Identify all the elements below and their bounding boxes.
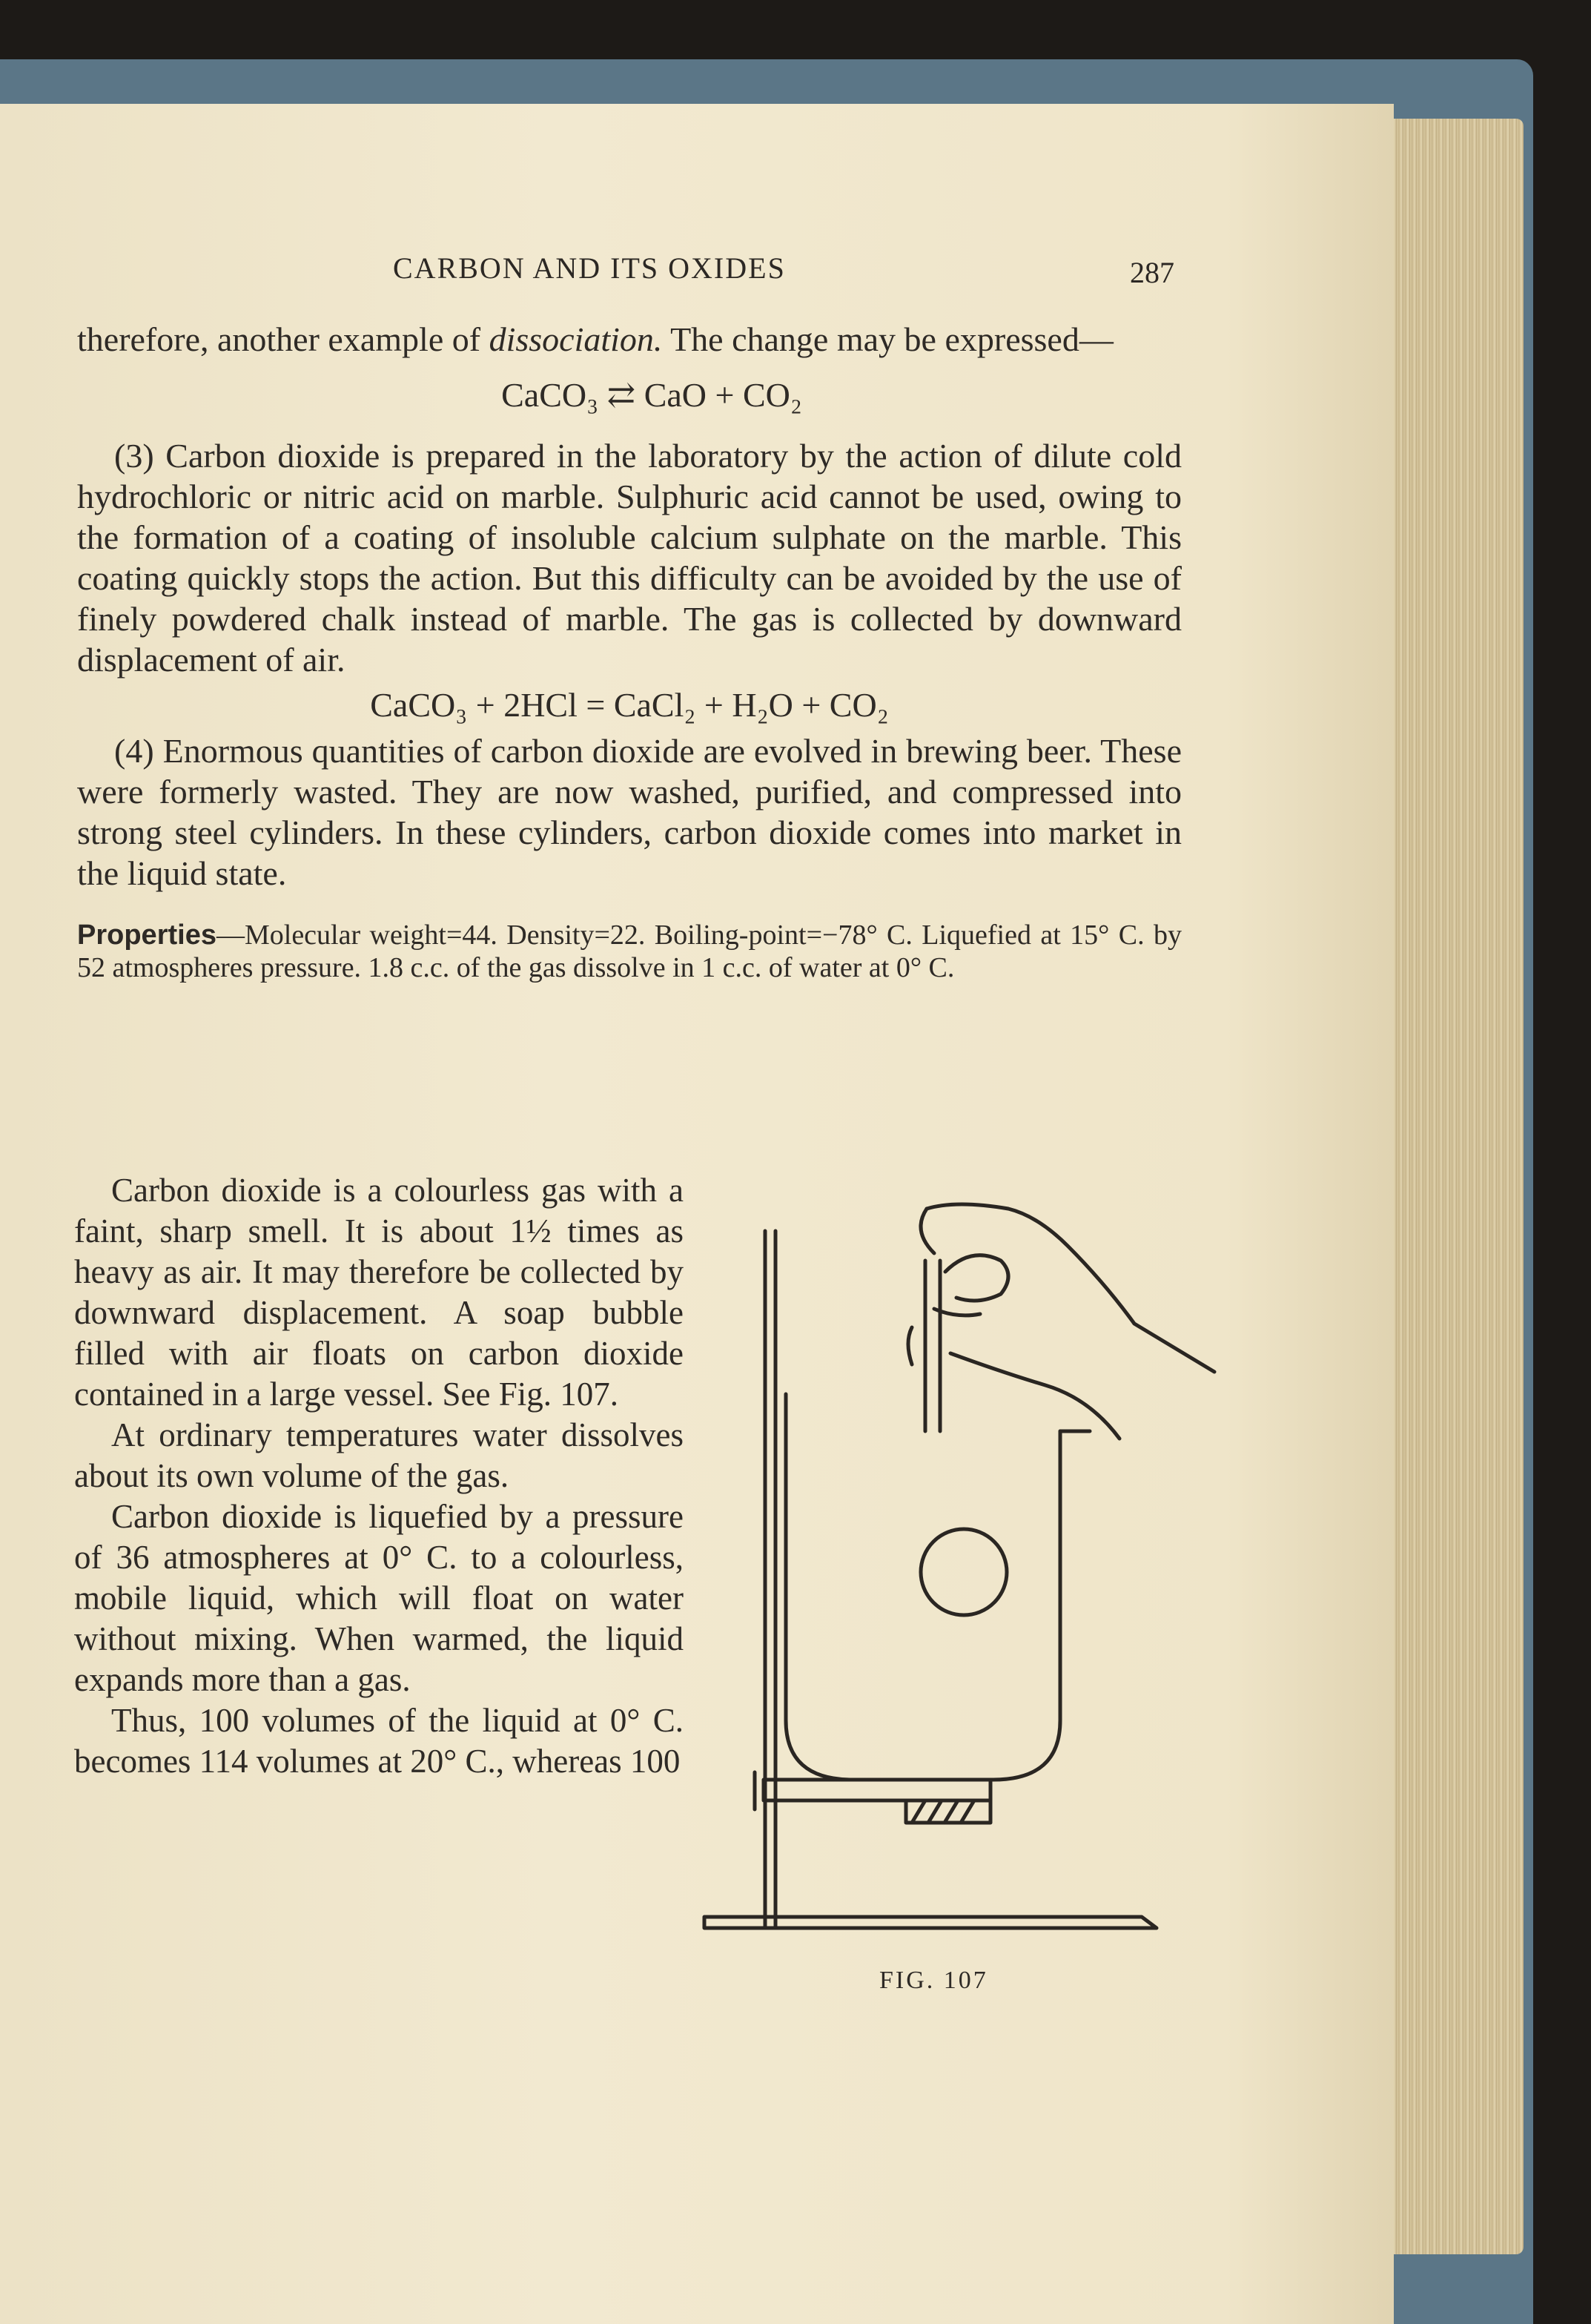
paragraph-3: (3) Carbon dioxide is prepared in the laboratory by the action of dilute cold hydrochloric or nitric acid on marble. Sulphuric acid cannot be used, owing to the formation of a coating of insoluble calcium sulphate on the marble. This coating quickly stops the action. But this difficulty can be avoided by the use of finely powdered chalk instead of marble. The gas is collected by downward displacement of air. <box>77 437 1182 679</box>
figure-107 <box>689 1186 1223 2002</box>
page-number: 287 <box>1130 256 1174 289</box>
lower-paragraph-1: Carbon dioxide is a colourless gas with a faint, sharp smell. It is about 1½ times as heavy as air. It may therefore be collected by downward displacement. A soap bubble filled with air floats on carbon dioxide contained in a large vessel. See Fig. 107. <box>74 1172 684 1413</box>
intro-emphasis: dissociation. <box>489 320 663 358</box>
intro-rest: The change may be expressed— <box>662 320 1114 358</box>
intro-text: therefore, another example of <box>77 320 489 358</box>
main-text <box>77 319 1182 984</box>
equation-dissociation: CaCO₃ ⇄ CaO + CO₂ <box>501 376 802 414</box>
properties-label: Properties <box>77 920 216 951</box>
paragraph-4: (4) Enormous quantities of carbon dioxide are evolved in brewing beer. These were formerly wasted. They are now washed, purified, and compressed into strong steel cylinders. In these cylinders, carbon dioxide comes into market in the liquid state. <box>77 732 1182 892</box>
running-head: CARBON AND ITS OXIDES <box>393 251 786 285</box>
properties-paragraph <box>77 919 1182 984</box>
soap-bubble-apparatus-illustration <box>689 1186 1223 2002</box>
figure-caption: FIG. 107 <box>879 1967 988 1994</box>
equation-preparation: CaCO₃ + 2HCl = CaCl₂ + H₂O + CO₂ <box>370 686 889 724</box>
lower-paragraph-2: At ordinary temperatures water dissolves about its own volume of the gas. <box>74 1416 684 1494</box>
lower-paragraph-3: Carbon dioxide is liquefied by a pressure of 36 atmospheres at 0° C. to a colourless, mobile liquid, which will float on water without mixing. When warmed, the liquid expands more than a gas. <box>74 1498 684 1698</box>
intro-paragraph <box>77 319 1182 360</box>
lower-paragraph-4: Thus, 100 volumes of the liquid at 0° C. becomes 114 volumes at 20° C., whereas 100 <box>74 1702 684 1780</box>
properties-text: —Molecular weight=44. Density=22. Boiling-point=−78° C. Liquefied at 15° C. by 52 atmospheres pressure. 1.8 c.c. of the gas dissolve in 1 c.c. of water at 0° C. <box>77 920 1182 983</box>
lower-text-column <box>74 1170 684 1782</box>
